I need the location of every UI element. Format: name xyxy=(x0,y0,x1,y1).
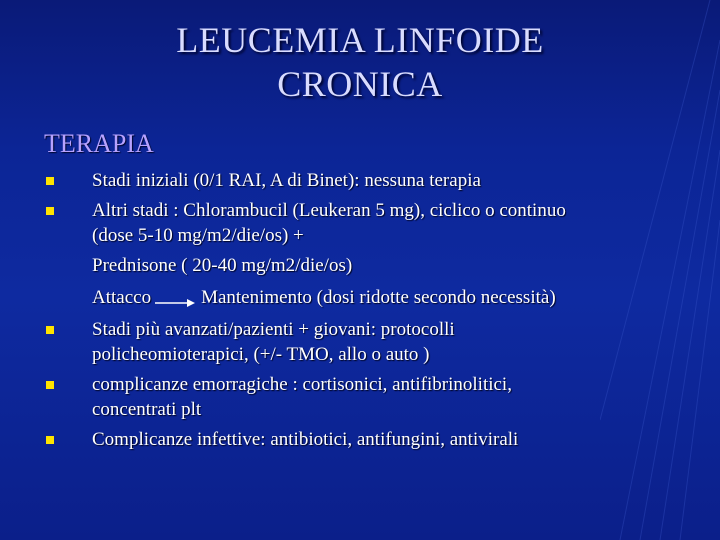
square-bullet-icon xyxy=(46,207,54,215)
list-item-text: Complicanze infettive: antibiotici, antifungini, antivirali xyxy=(92,429,519,450)
slide-title xyxy=(60,18,660,106)
attacco-label: Attacco xyxy=(92,287,152,308)
slide-body xyxy=(0,168,700,457)
square-bullet-icon xyxy=(46,436,54,444)
list-item-text: Stadi più avanzati/pazienti + giovani: protocolli xyxy=(92,319,455,340)
list-item-text: concentrati plt xyxy=(92,399,202,420)
list-item-text: Altri stadi : Chlorambucil (Leukeran 5 mg), ciclico o continuo xyxy=(92,200,566,221)
mantenimento-label: Mantenimento (dosi ridotte secondo necessità) xyxy=(201,287,556,308)
attacco-line xyxy=(92,285,700,310)
section-heading: TERAPIA xyxy=(44,129,154,158)
list-item xyxy=(0,372,700,422)
list-item xyxy=(0,427,700,452)
list-continuation xyxy=(0,285,700,310)
list-item-text: Stadi iniziali (0/1 RAI, A di Binet): nessuna terapia xyxy=(92,170,481,191)
list-item xyxy=(0,198,700,248)
list-continuation xyxy=(0,253,700,278)
square-bullet-icon xyxy=(46,177,54,185)
right-arrow-icon xyxy=(153,292,197,306)
title-line-2: CRONICA xyxy=(277,64,443,104)
list-item-text: complicanze emorragiche : cortisonici, antifibrinolitici, xyxy=(92,374,512,395)
list-item-text: policheomioterapici, (+/- TMO, allo o auto ) xyxy=(92,344,430,365)
list-item xyxy=(0,317,700,367)
list-item-text: (dose 5-10 mg/m2/die/os) + xyxy=(92,225,304,246)
list-item-text: Prednisone ( 20-40 mg/m2/die/os) xyxy=(92,255,353,276)
square-bullet-icon xyxy=(46,381,54,389)
list-item xyxy=(0,168,700,193)
title-line-1: LEUCEMIA LINFOIDE xyxy=(176,20,544,60)
square-bullet-icon xyxy=(46,326,54,334)
